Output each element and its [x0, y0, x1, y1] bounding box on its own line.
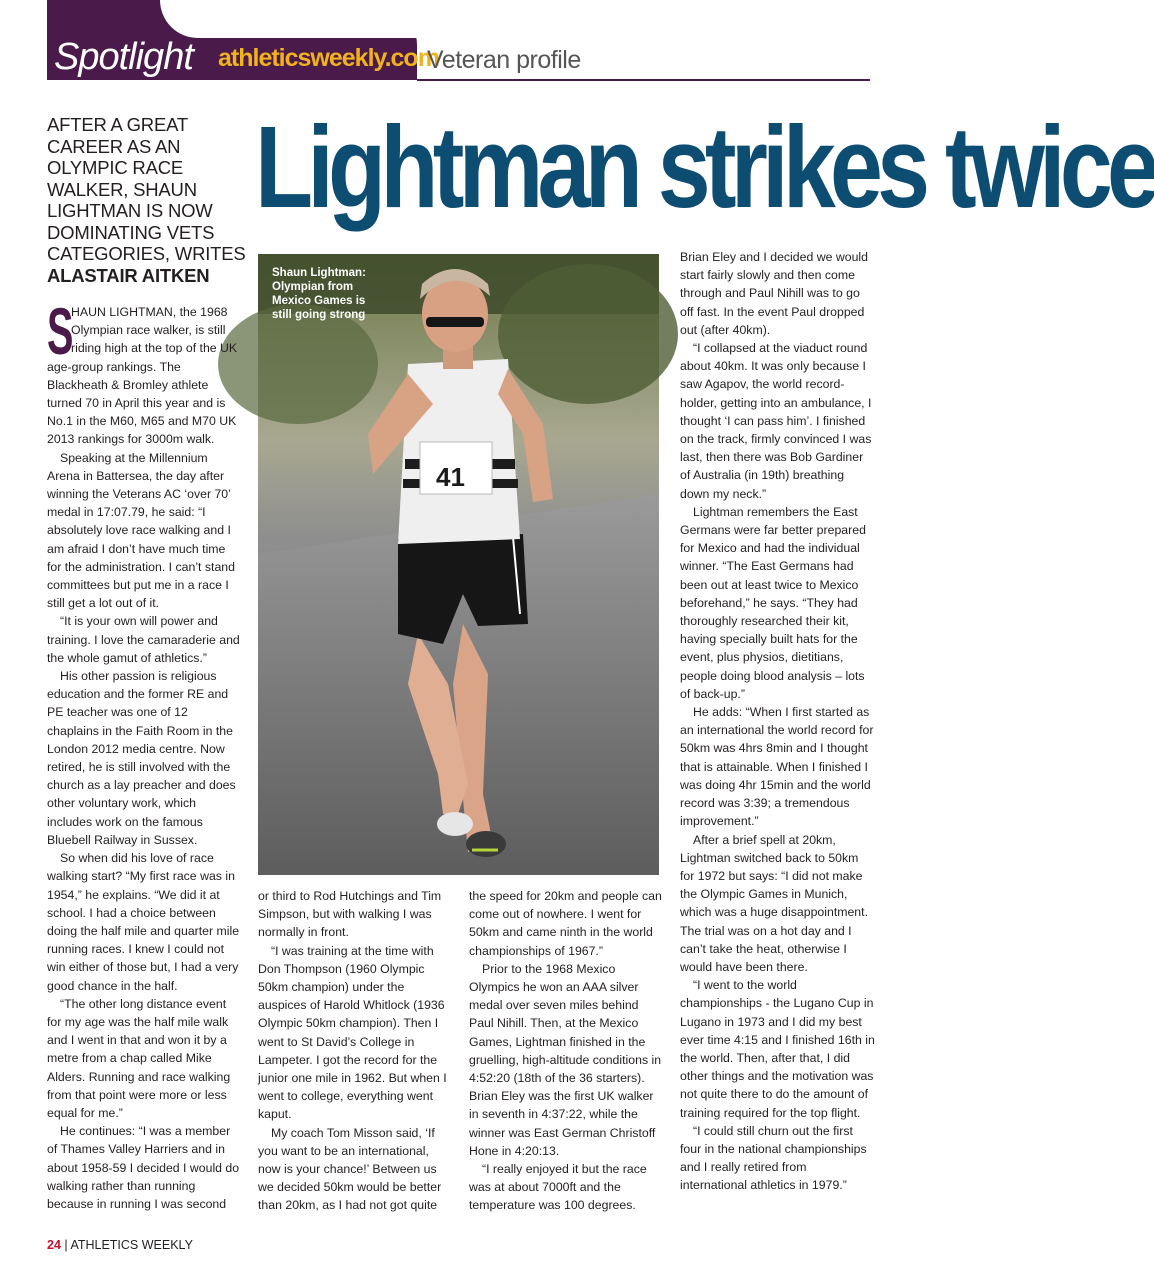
category-label: Veteran profile [427, 46, 581, 74]
page-footer [47, 1238, 193, 1252]
paragraph: the speed for 20km and people can come out of nowhere. I went for 50km and came ninth in the world championships of 1967.” [469, 889, 662, 958]
paragraph: Prior to the 1968 Mexico Olympics he won an AAA silver medal over seven miles behind Paul Nihill. Then, at the Mexico Games, Lightman finished in the gruelling, high-altitude conditions in 4:52:20 (18th of the 36 starters). Brian Eley was the first UK walker in seventh in 4:37:22, while the winner was East German Christoff Hone in 4:20:13. [469, 961, 662, 1158]
article-title: Lightman strikes twice [255, 102, 1154, 232]
paragraph: “The other long distance event for my age was the half mile walk and I went in that and won it by a metre from a chap called Mike Alders. Running and race walking from that point were more or less equal for me.” [47, 996, 231, 1120]
paragraph: Brian Eley and I decided we would start fairly slowly and then come through and Paul Nihill was to go off fast. In the event Paul dropped out (after 40km). [680, 250, 868, 337]
bib-number: 41 [436, 462, 465, 492]
drop-cap: S [47, 294, 74, 368]
body-column-2 [258, 887, 448, 1215]
standfirst [47, 114, 247, 286]
paragraph: “I collapsed at the viaduct round about 40km. It was only because I saw Agapov, the world record-holder, getting into an ambulance, I thought ‘I can pass him’. I finished on the track, firmly convinced I was last, then there was Bob Gardiner of Australia (in 19th) breathing down my neck.” [680, 341, 872, 501]
paragraph: After a brief spell at 20km, Lightman switched back to 50km for 1972 but says: “I did not make the Olympic Games in Munich, which was a huge disappointment. The trial was on a hot day and I can’t take the heat, otherwise I would have been there. [680, 832, 868, 974]
paragraph: He adds: “When I first started as an international the world record for 50km was 4hrs 8min and I thought that is attainable. When I finished I was doing 4hr 15min and the world record was 3:39; a tremendous improvement.” [680, 705, 874, 829]
footer-separator: | [64, 1238, 68, 1252]
paragraph: He continues: “I was a member of Thames Valley Harriers and in about 1958-59 I decided I would do walking rather than running because in running I was second [47, 1124, 240, 1211]
body-column-1 [47, 294, 242, 1213]
body-column-3 [469, 887, 664, 1215]
site-link[interactable]: athleticsweekly.com [218, 44, 439, 72]
paragraph: “I could still churn out the first four in the national championships and I really retired from international athletics in 1979.” [680, 1123, 867, 1193]
paragraph: HAUN LIGHTMAN, the 1968 Olympian race walker, is still riding high at the top of the UK age-group rankings. The Blackheath & Bromley athlete turned 70 in April this year and is No.1 in the M60, M65 and M70 UK 2013 rankings for 3000m walk. [47, 305, 238, 447]
paragraph: “I was training at the time with Don Thompson (1960 Olympic 50km champion) under the auspices of Harold Whitlock (1936 Olympic 50km champion). Then I went to St David’s College in Lampeter. I got the record for the junior one mile in 1962. But when I went to college, everything went kaput. [258, 943, 447, 1122]
paragraph: So when did his love of race walking start? “My first race was in 1954,” he explains. “We did it at school. I had a choice between doing the half mile and quarter mile running races. I knew I could not win either of those but, I had a very good chance in the half. [47, 851, 240, 993]
author-name: ALASTAIR AITKEN [47, 264, 210, 286]
header-rule [417, 79, 870, 81]
page-number: 24 [47, 1238, 61, 1252]
paragraph: His other passion is religious education and the former RE and PE teacher was one of 12 chaplains in the Faith Room in the London 2012 media centre. Now retired, he is still involved with the church as a lay preacher and does other voluntary work, which includes work on the famous Bluebell Railway in Sussex. [47, 669, 236, 847]
paragraph: “I went to the world championships - the Lugano Cup in Lugano in 1973 and I did my best ever time 4:15 and I finished 16th in the world. Then, after that, I did other things and the motivation was not quite there to do the amount of training required for the top flight. [680, 978, 875, 1120]
paragraph: “It is your own will power and training. I love the camaraderie and the whole gamut of athletics.” [47, 614, 240, 665]
paragraph: “I really enjoyed it but the race was at about 7000ft and the temperature was 100 degrees. [469, 1162, 647, 1213]
paragraph: Speaking at the Millennium Arena in Battersea, the day after winning the Veterans AC ‘over 70’ medal in 17:07.79, he said: “I absolutely love race walking and I am afraid I don’t have much time for the administration. I can’t stand committees but put me in a race I still get a lot out of it. [47, 450, 235, 611]
photo-caption: Shaun Lightman: Olympian from Mexico Games is still going strong [272, 267, 366, 321]
section-label: Spotlight [54, 36, 193, 78]
body-column-4 [680, 248, 875, 1195]
athlete-photo [258, 254, 659, 875]
standfirst-text: AFTER A GREAT CAREER AS AN OLYMPIC RACE WALKER, SHAUN LIGHTMAN IS NOW DOMINATING VETS CATEGORIES, WRITES [47, 114, 246, 264]
paragraph: or third to Rod Hutchings and Tim Simpson, but with walking I was normally in front. [258, 889, 442, 940]
paragraph: My coach Tom Misson said, ‘If you want to be an international, now is your chance!’ Between us we decided 50km would be better than 20km, as I had not got quite [258, 1125, 442, 1213]
paragraph: Lightman remembers the East Germans were far better prepared for Mexico and had the individual winner. “The East Germans had been out at least twice to Mexico beforehand,” he says. “They had thoroughly researched their kit, having specially built hats for the event, plus physios, dietitians, people doing blood analysis – lots of back-up.” [680, 504, 866, 701]
publication-name: ATHLETICS WEEKLY [70, 1238, 193, 1252]
